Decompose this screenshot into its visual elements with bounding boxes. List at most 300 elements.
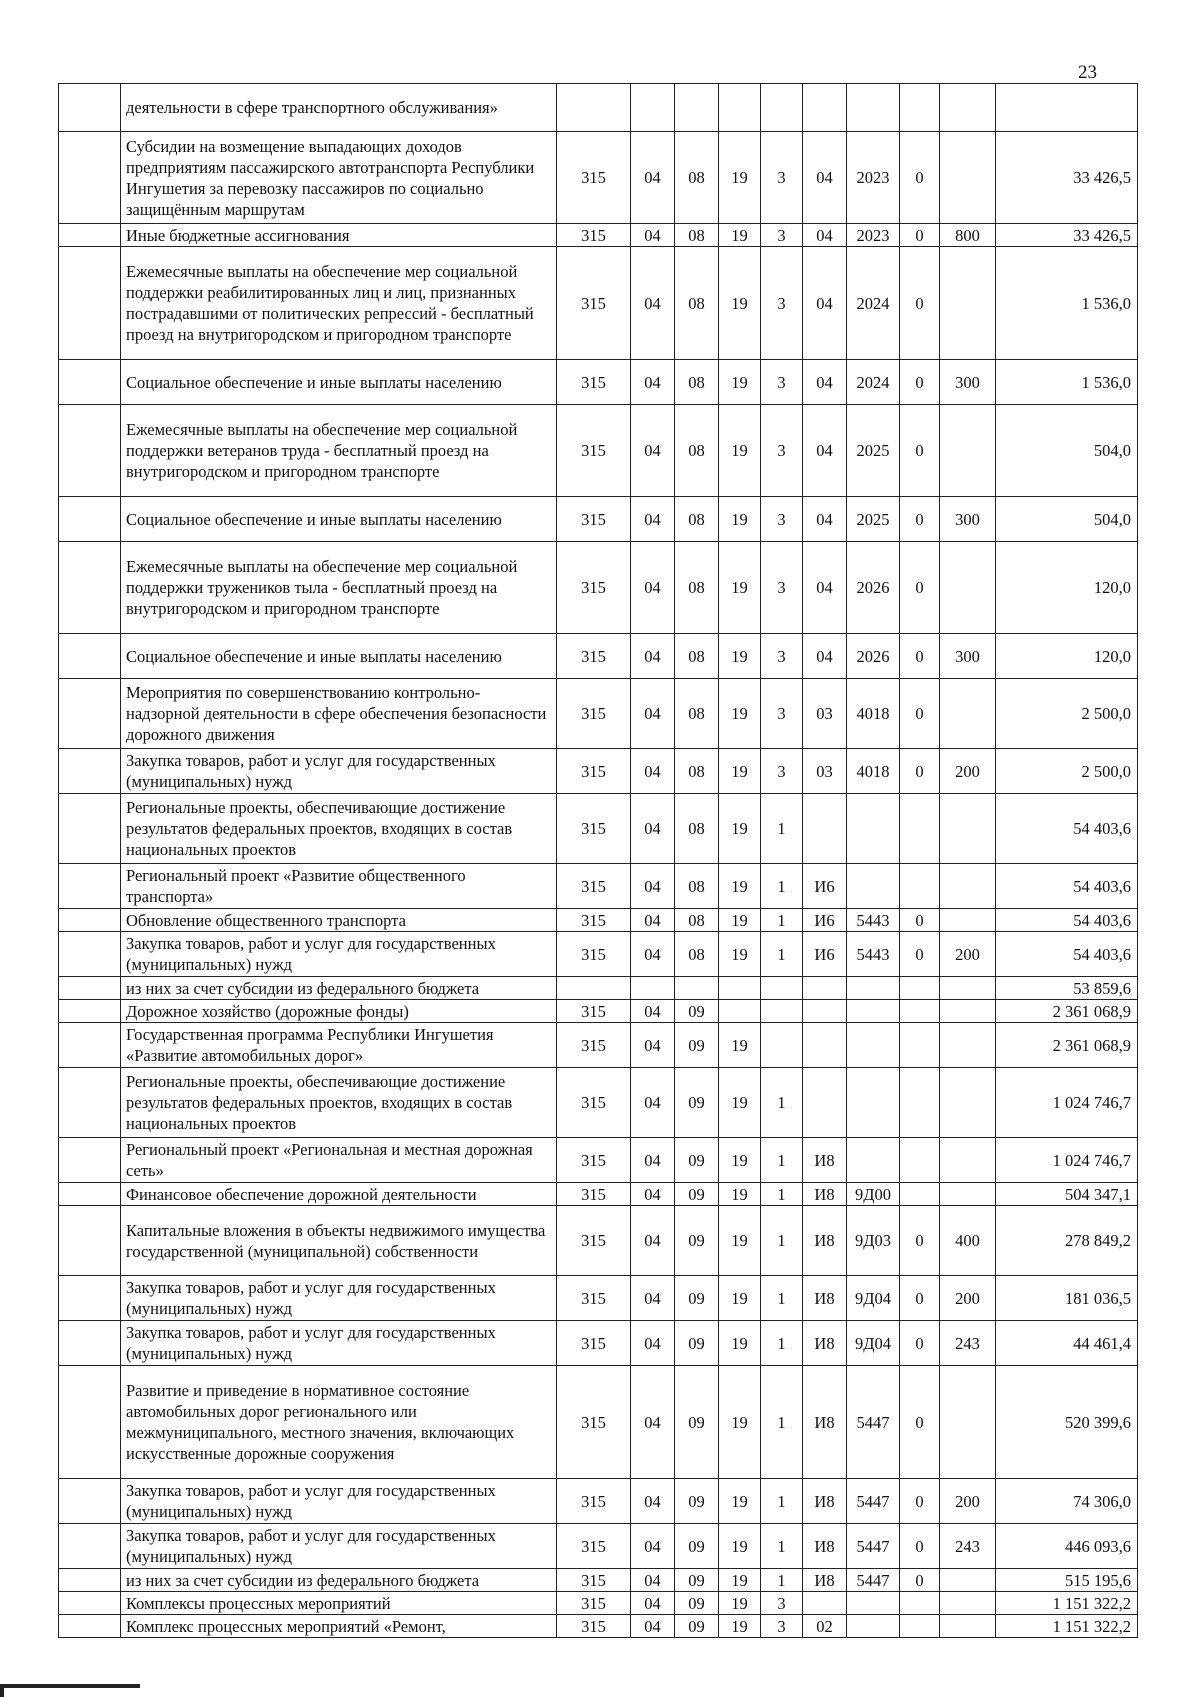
row-amount: 1 151 322,2	[996, 1592, 1138, 1615]
row-razdel	[631, 84, 675, 132]
row-amount: 504,0	[996, 405, 1138, 497]
row-program	[719, 1000, 761, 1023]
row-admin: 315	[557, 909, 631, 932]
row-blank-cell	[59, 1366, 121, 1479]
row-name: Финансовое обеспечение дорожной деятельности	[121, 1183, 557, 1206]
row-subprogram	[761, 84, 803, 132]
row-vid: 300	[940, 497, 996, 542]
row-vid	[940, 1615, 996, 1638]
row-razdel: 04	[631, 1592, 675, 1615]
row-digit: 0	[900, 405, 940, 497]
row-program: 19	[719, 1479, 761, 1524]
table-row	[59, 1569, 1138, 1592]
row-digit	[900, 1183, 940, 1206]
row-razdel: 04	[631, 1321, 675, 1366]
row-digit: 0	[900, 909, 940, 932]
table-row	[59, 864, 1138, 909]
row-amount: 181 036,5	[996, 1276, 1138, 1321]
row-amount: 2 361 068,9	[996, 1000, 1138, 1023]
row-event: 04	[803, 247, 847, 360]
row-subprogram: 1	[761, 864, 803, 909]
row-vid	[940, 909, 996, 932]
row-razdel: 04	[631, 794, 675, 864]
row-program: 19	[719, 224, 761, 247]
row-blank-cell	[59, 1479, 121, 1524]
row-admin	[557, 84, 631, 132]
row-admin: 315	[557, 132, 631, 224]
row-admin: 315	[557, 1321, 631, 1366]
page-number: 23	[1078, 62, 1097, 83]
row-blank-cell	[59, 360, 121, 405]
row-podrazdel: 09	[675, 1592, 719, 1615]
row-event: 04	[803, 542, 847, 634]
row-vid	[940, 1366, 996, 1479]
row-vid	[940, 1183, 996, 1206]
row-program: 19	[719, 1569, 761, 1592]
row-event: И6	[803, 932, 847, 977]
row-podrazdel: 08	[675, 132, 719, 224]
row-program: 19	[719, 1321, 761, 1366]
row-name: Развитие и приведение в нормативное состояние автомобильных дорог регионального или межмуниципального, местного значения, включающих искусственные дорожные сооружения	[121, 1366, 557, 1479]
row-admin: 315	[557, 1068, 631, 1138]
row-code	[847, 84, 900, 132]
table-row	[59, 405, 1138, 497]
row-name: Закупка товаров, работ и услуг для государственных (муниципальных) нужд	[121, 932, 557, 977]
row-vid	[940, 1000, 996, 1023]
row-blank-cell	[59, 749, 121, 794]
row-blank-cell	[59, 1524, 121, 1569]
row-program: 19	[719, 749, 761, 794]
row-digit: 0	[900, 932, 940, 977]
row-digit: 0	[900, 542, 940, 634]
row-code: 4018	[847, 679, 900, 749]
row-event: 04	[803, 132, 847, 224]
row-code	[847, 1023, 900, 1068]
row-podrazdel: 08	[675, 864, 719, 909]
row-vid	[940, 405, 996, 497]
row-amount: 54 403,6	[996, 932, 1138, 977]
row-program: 19	[719, 405, 761, 497]
row-vid: 200	[940, 1479, 996, 1524]
row-blank-cell	[59, 1615, 121, 1638]
row-subprogram	[761, 1023, 803, 1068]
row-razdel: 04	[631, 634, 675, 679]
row-blank-cell	[59, 1138, 121, 1183]
row-vid	[940, 542, 996, 634]
row-digit	[900, 864, 940, 909]
row-blank-cell	[59, 794, 121, 864]
row-program: 19	[719, 1276, 761, 1321]
row-code: 5447	[847, 1569, 900, 1592]
row-vid	[940, 1023, 996, 1068]
row-code: 9Д04	[847, 1321, 900, 1366]
row-digit: 0	[900, 224, 940, 247]
row-razdel: 04	[631, 1276, 675, 1321]
row-digit: 0	[900, 247, 940, 360]
row-subprogram: 1	[761, 1183, 803, 1206]
row-program: 19	[719, 1023, 761, 1068]
row-razdel: 04	[631, 542, 675, 634]
row-admin: 315	[557, 794, 631, 864]
row-vid	[940, 1068, 996, 1138]
row-amount: 33 426,5	[996, 224, 1138, 247]
row-code: 2025	[847, 497, 900, 542]
row-admin: 315	[557, 1524, 631, 1569]
row-event: И8	[803, 1321, 847, 1366]
row-program	[719, 84, 761, 132]
row-digit	[900, 1000, 940, 1023]
row-vid	[940, 1138, 996, 1183]
table-row	[59, 1524, 1138, 1569]
row-admin: 315	[557, 1592, 631, 1615]
row-podrazdel: 08	[675, 634, 719, 679]
row-name: Региональный проект «Региональная и местная дорожная сеть»	[121, 1138, 557, 1183]
row-subprogram	[761, 977, 803, 1000]
row-digit: 0	[900, 360, 940, 405]
row-event: 04	[803, 224, 847, 247]
row-admin: 315	[557, 1479, 631, 1524]
row-blank-cell	[59, 1592, 121, 1615]
row-amount: 520 399,6	[996, 1366, 1138, 1479]
row-razdel: 04	[631, 497, 675, 542]
row-podrazdel	[675, 84, 719, 132]
row-digit: 0	[900, 1321, 940, 1366]
row-subprogram: 1	[761, 1366, 803, 1479]
row-program: 19	[719, 679, 761, 749]
row-digit: 0	[900, 749, 940, 794]
row-razdel: 04	[631, 1524, 675, 1569]
table-row	[59, 1138, 1138, 1183]
row-event: 03	[803, 749, 847, 794]
row-event	[803, 84, 847, 132]
row-digit: 0	[900, 1569, 940, 1592]
row-name: Дорожное хозяйство (дорожные фонды)	[121, 1000, 557, 1023]
row-name: Закупка товаров, работ и услуг для государственных (муниципальных) нужд	[121, 1524, 557, 1569]
row-digit: 0	[900, 1276, 940, 1321]
table-row	[59, 360, 1138, 405]
row-vid	[940, 1592, 996, 1615]
row-subprogram: 3	[761, 497, 803, 542]
row-digit	[900, 1138, 940, 1183]
row-vid	[940, 1569, 996, 1592]
row-program: 19	[719, 1183, 761, 1206]
row-name: из них за счет субсидии из федерального бюджета	[121, 1569, 557, 1592]
table-body	[59, 84, 1138, 1638]
row-subprogram: 3	[761, 679, 803, 749]
row-blank-cell	[59, 84, 121, 132]
row-podrazdel: 08	[675, 405, 719, 497]
row-blank-cell	[59, 497, 121, 542]
table-row	[59, 1479, 1138, 1524]
table-row	[59, 247, 1138, 360]
row-vid: 243	[940, 1524, 996, 1569]
row-podrazdel: 08	[675, 247, 719, 360]
row-podrazdel: 08	[675, 360, 719, 405]
row-subprogram: 1	[761, 1276, 803, 1321]
row-podrazdel: 08	[675, 909, 719, 932]
table-row	[59, 132, 1138, 224]
row-name: Региональные проекты, обеспечивающие достижение результатов федеральных проектов, входящих в состав национальных проектов	[121, 794, 557, 864]
row-razdel: 04	[631, 1000, 675, 1023]
row-amount: 504,0	[996, 497, 1138, 542]
row-event: И6	[803, 864, 847, 909]
row-blank-cell	[59, 1276, 121, 1321]
row-blank-cell	[59, 1569, 121, 1592]
row-name: Социальное обеспечение и иные выплаты населению	[121, 497, 557, 542]
row-name: Закупка товаров, работ и услуг для государственных (муниципальных) нужд	[121, 1321, 557, 1366]
row-razdel: 04	[631, 1183, 675, 1206]
row-podrazdel: 08	[675, 497, 719, 542]
row-code: 2023	[847, 224, 900, 247]
row-event: И8	[803, 1138, 847, 1183]
table-row	[59, 1321, 1138, 1366]
row-code	[847, 864, 900, 909]
row-program: 19	[719, 247, 761, 360]
row-program: 19	[719, 634, 761, 679]
row-code: 5443	[847, 932, 900, 977]
row-podrazdel: 08	[675, 224, 719, 247]
row-code: 2026	[847, 542, 900, 634]
row-name: Обновление общественного транспорта	[121, 909, 557, 932]
row-razdel: 04	[631, 749, 675, 794]
row-amount: 54 403,6	[996, 794, 1138, 864]
row-razdel: 04	[631, 1068, 675, 1138]
row-digit	[900, 84, 940, 132]
row-amount	[996, 84, 1138, 132]
row-amount: 515 195,6	[996, 1569, 1138, 1592]
row-name: Закупка товаров, работ и услуг для государственных (муниципальных) нужд	[121, 1479, 557, 1524]
row-digit	[900, 1023, 940, 1068]
table-row	[59, 679, 1138, 749]
row-program: 19	[719, 1615, 761, 1638]
row-razdel: 04	[631, 132, 675, 224]
row-program: 19	[719, 497, 761, 542]
table-row	[59, 749, 1138, 794]
row-digit: 0	[900, 1366, 940, 1479]
row-amount: 53 859,6	[996, 977, 1138, 1000]
table-row	[59, 1023, 1138, 1068]
row-subprogram: 1	[761, 1068, 803, 1138]
row-vid	[940, 247, 996, 360]
row-subprogram	[761, 1000, 803, 1023]
row-digit: 0	[900, 634, 940, 679]
row-name: Ежемесячные выплаты на обеспечение мер социальной поддержки ветеранов труда - бесплатный проезд на внутригородском и пригородном транспорте	[121, 405, 557, 497]
row-subprogram: 1	[761, 1524, 803, 1569]
table-row	[59, 932, 1138, 977]
row-podrazdel: 09	[675, 1366, 719, 1479]
row-code	[847, 977, 900, 1000]
row-blank-cell	[59, 634, 121, 679]
row-admin: 315	[557, 1023, 631, 1068]
row-podrazdel: 09	[675, 1569, 719, 1592]
row-name: Субсидии на возмещение выпадающих доходов предприятиям пассажирского автотранспорта Республики Ингушетия за перевозку пассажиров по социально защищённым маршрутам	[121, 132, 557, 224]
row-razdel	[631, 977, 675, 1000]
row-admin: 315	[557, 1183, 631, 1206]
row-code: 9Д03	[847, 1206, 900, 1276]
row-amount: 504 347,1	[996, 1183, 1138, 1206]
row-event: 04	[803, 497, 847, 542]
row-program: 19	[719, 794, 761, 864]
row-amount: 33 426,5	[996, 132, 1138, 224]
row-program: 19	[719, 1206, 761, 1276]
table-row	[59, 1366, 1138, 1479]
row-razdel: 04	[631, 1479, 675, 1524]
row-podrazdel: 09	[675, 1023, 719, 1068]
row-razdel: 04	[631, 909, 675, 932]
row-code: 2023	[847, 132, 900, 224]
row-program: 19	[719, 909, 761, 932]
row-program: 19	[719, 1068, 761, 1138]
row-admin: 315	[557, 360, 631, 405]
row-event: И8	[803, 1366, 847, 1479]
row-admin: 315	[557, 1569, 631, 1592]
row-code	[847, 1068, 900, 1138]
row-podrazdel: 09	[675, 1615, 719, 1638]
row-event: 03	[803, 679, 847, 749]
table-row	[59, 634, 1138, 679]
row-amount: 2 361 068,9	[996, 1023, 1138, 1068]
row-code	[847, 1592, 900, 1615]
row-admin: 315	[557, 247, 631, 360]
row-event: 04	[803, 634, 847, 679]
row-blank-cell	[59, 932, 121, 977]
row-subprogram: 1	[761, 1479, 803, 1524]
footer-rule	[0, 1684, 140, 1688]
row-digit: 0	[900, 1206, 940, 1276]
row-code: 2024	[847, 247, 900, 360]
row-code	[847, 1615, 900, 1638]
row-amount: 2 500,0	[996, 679, 1138, 749]
row-blank-cell	[59, 679, 121, 749]
row-vid	[940, 84, 996, 132]
row-vid: 243	[940, 1321, 996, 1366]
row-amount: 44 461,4	[996, 1321, 1138, 1366]
row-code: 2025	[847, 405, 900, 497]
row-vid: 200	[940, 1276, 996, 1321]
row-event: И8	[803, 1479, 847, 1524]
table-row	[59, 1000, 1138, 1023]
row-blank-cell	[59, 864, 121, 909]
row-podrazdel: 09	[675, 1524, 719, 1569]
row-event	[803, 1023, 847, 1068]
row-subprogram: 3	[761, 405, 803, 497]
row-name: Государственная программа Республики Ингушетия «Развитие автомобильных дорог»	[121, 1023, 557, 1068]
row-subprogram: 3	[761, 634, 803, 679]
row-event	[803, 1068, 847, 1138]
row-razdel: 04	[631, 932, 675, 977]
row-name: Ежемесячные выплаты на обеспечение мер социальной поддержки тружеников тыла - бесплатный проезд на внутригородском и пригородном транспорте	[121, 542, 557, 634]
row-razdel: 04	[631, 679, 675, 749]
row-podrazdel: 08	[675, 749, 719, 794]
row-code	[847, 1000, 900, 1023]
row-amount: 1 536,0	[996, 247, 1138, 360]
row-admin: 315	[557, 932, 631, 977]
row-code: 9Д04	[847, 1276, 900, 1321]
row-podrazdel: 09	[675, 1000, 719, 1023]
row-code: 5447	[847, 1524, 900, 1569]
row-subprogram: 3	[761, 360, 803, 405]
row-program: 19	[719, 1592, 761, 1615]
row-podrazdel: 09	[675, 1183, 719, 1206]
row-subprogram: 3	[761, 224, 803, 247]
row-amount: 446 093,6	[996, 1524, 1138, 1569]
row-blank-cell	[59, 132, 121, 224]
table-row	[59, 1183, 1138, 1206]
row-code: 9Д00	[847, 1183, 900, 1206]
row-name: деятельности в сфере транспортного обслуживания»	[121, 84, 557, 132]
row-admin: 315	[557, 1276, 631, 1321]
row-subprogram: 1	[761, 794, 803, 864]
row-event: 02	[803, 1615, 847, 1638]
row-admin: 315	[557, 542, 631, 634]
row-admin	[557, 977, 631, 1000]
row-subprogram: 3	[761, 132, 803, 224]
row-name: Закупка товаров, работ и услуг для государственных (муниципальных) нужд	[121, 749, 557, 794]
row-podrazdel	[675, 977, 719, 1000]
row-program	[719, 977, 761, 1000]
row-program: 19	[719, 360, 761, 405]
row-name: Капитальные вложения в объекты недвижимого имущества государственной (муниципальной) собственности	[121, 1206, 557, 1276]
row-admin: 315	[557, 497, 631, 542]
table-row	[59, 1276, 1138, 1321]
row-amount: 1 024 746,7	[996, 1068, 1138, 1138]
row-amount: 1 024 746,7	[996, 1138, 1138, 1183]
table-row	[59, 1615, 1138, 1638]
row-blank-cell	[59, 1000, 121, 1023]
row-amount: 2 500,0	[996, 749, 1138, 794]
row-name: Социальное обеспечение и иные выплаты населению	[121, 634, 557, 679]
row-amount: 1 151 322,2	[996, 1615, 1138, 1638]
row-name: из них за счет субсидии из федерального бюджета	[121, 977, 557, 1000]
row-subprogram: 1	[761, 1206, 803, 1276]
row-blank-cell	[59, 224, 121, 247]
row-subprogram: 3	[761, 542, 803, 634]
row-podrazdel: 09	[675, 1068, 719, 1138]
row-vid: 200	[940, 932, 996, 977]
row-vid: 300	[940, 360, 996, 405]
row-program: 19	[719, 1138, 761, 1183]
row-amount: 54 403,6	[996, 909, 1138, 932]
row-razdel: 04	[631, 1023, 675, 1068]
row-vid: 800	[940, 224, 996, 247]
row-admin: 315	[557, 224, 631, 247]
row-razdel: 04	[631, 405, 675, 497]
row-podrazdel: 09	[675, 1138, 719, 1183]
row-podrazdel: 08	[675, 932, 719, 977]
row-program: 19	[719, 1524, 761, 1569]
row-code: 2024	[847, 360, 900, 405]
row-blank-cell	[59, 977, 121, 1000]
table-row	[59, 542, 1138, 634]
row-digit: 0	[900, 132, 940, 224]
row-blank-cell	[59, 1183, 121, 1206]
row-digit	[900, 977, 940, 1000]
row-blank-cell	[59, 1321, 121, 1366]
row-subprogram: 3	[761, 1592, 803, 1615]
row-admin: 315	[557, 405, 631, 497]
row-admin: 315	[557, 679, 631, 749]
row-subprogram: 1	[761, 1321, 803, 1366]
row-blank-cell	[59, 542, 121, 634]
row-event: И8	[803, 1569, 847, 1592]
row-name: Социальное обеспечение и иные выплаты населению	[121, 360, 557, 405]
row-razdel: 04	[631, 1366, 675, 1479]
row-admin: 315	[557, 749, 631, 794]
row-vid	[940, 679, 996, 749]
row-admin: 315	[557, 864, 631, 909]
footer-rule-tick	[0, 1684, 4, 1697]
row-vid	[940, 794, 996, 864]
